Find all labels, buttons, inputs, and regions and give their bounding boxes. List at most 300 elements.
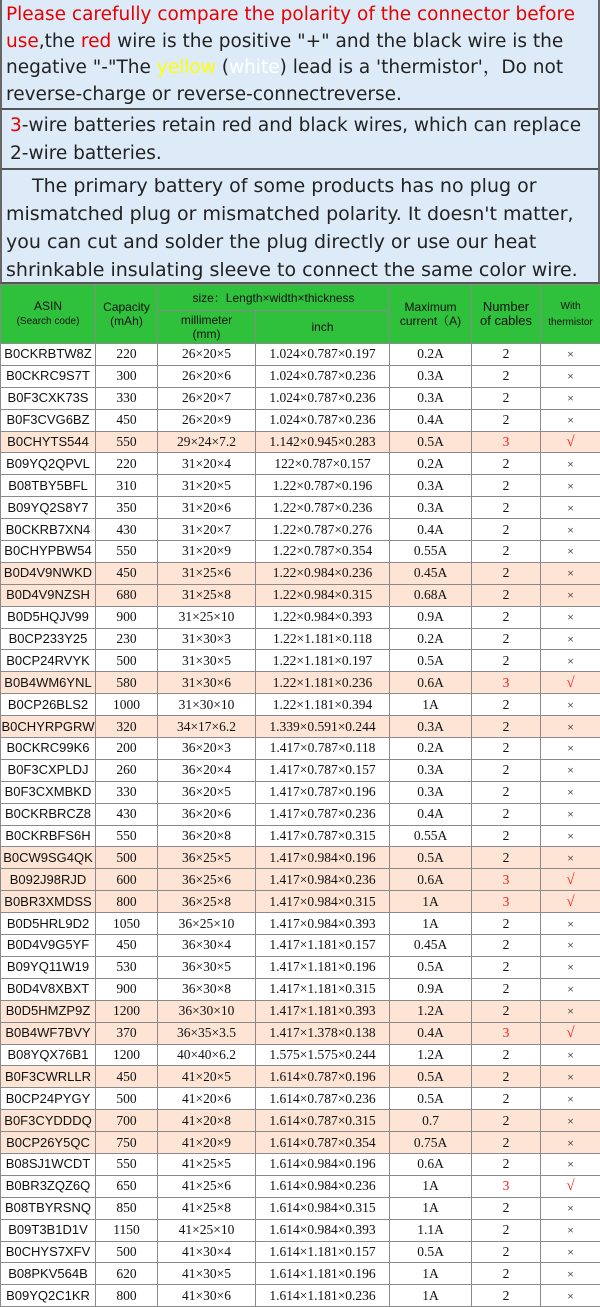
capacity-cell: 1200 xyxy=(96,1044,158,1066)
thermistor-cell: × xyxy=(541,1263,600,1285)
thermistor-cell: × xyxy=(541,956,600,978)
size-mm-cell: 36×20×6 xyxy=(158,803,256,825)
size-inch-cell: 1.614×1.181×0.157 xyxy=(256,1241,390,1263)
current-cell: 0.55A xyxy=(390,825,472,847)
asin-cell: B0CP24PYGY xyxy=(1,1088,96,1110)
capacity-cell: 330 xyxy=(96,781,158,803)
size-inch-cell: 1.614×0.787×0.354 xyxy=(256,1132,390,1154)
table-row xyxy=(1,716,600,738)
table-row xyxy=(1,387,600,409)
cables-cell: 2 xyxy=(472,956,541,978)
size-mm-cell: 41×25×10 xyxy=(158,1219,256,1241)
table-row xyxy=(1,541,600,563)
current-cell: 0.4A xyxy=(390,519,472,541)
asin-cell: B0D4V9G5YF xyxy=(1,935,96,957)
asin-cell: B092J98RJD xyxy=(1,869,96,891)
size-inch-cell: 1.417×0.984×0.393 xyxy=(256,913,390,935)
size-inch-cell: 1.22×0.984×0.236 xyxy=(256,562,390,584)
size-mm-cell: 26×20×7 xyxy=(158,387,256,409)
asin-cell: B09YQ2QPVL xyxy=(1,453,96,475)
note-text: wire is the positive "+" and the black wire is the negative "-"The xyxy=(6,31,563,79)
table-row xyxy=(1,978,600,1000)
capacity-cell: 500 xyxy=(96,847,158,869)
size-mm-cell: 34×17×6.2 xyxy=(158,716,256,738)
header-asin xyxy=(1,285,96,344)
current-cell: 0.5A xyxy=(390,1241,472,1263)
thermistor-cell: × xyxy=(541,978,600,1000)
thermistor-cell: × xyxy=(541,913,600,935)
thermistor-cell: × xyxy=(541,781,600,803)
size-mm-cell: 41×20×9 xyxy=(158,1132,256,1154)
cables-cell: 2 xyxy=(472,387,541,409)
table-row xyxy=(1,694,600,716)
current-cell: 1A xyxy=(390,913,472,935)
current-cell: 0.2A xyxy=(390,344,472,366)
asin-cell: B08TBY5BFL xyxy=(1,475,96,497)
asin-cell: B0CKRC9S7T xyxy=(1,365,96,387)
header-cables-label: Number xyxy=(483,299,529,314)
asin-cell: B0D4V9NZSH xyxy=(1,584,96,606)
current-cell: 0.3A xyxy=(390,497,472,519)
size-inch-cell: 1.614×0.984×0.236 xyxy=(256,1175,390,1197)
size-mm-cell: 41×30×6 xyxy=(158,1285,256,1307)
cables-cell: 2 xyxy=(472,1197,541,1219)
capacity-cell: 370 xyxy=(96,1022,158,1044)
capacity-cell: 1050 xyxy=(96,913,158,935)
size-inch-cell: 1.614×0.787×0.315 xyxy=(256,1110,390,1132)
size-mm-cell: 31×30×6 xyxy=(158,672,256,694)
asin-cell: B0F3CWRLLR xyxy=(1,1066,96,1088)
thermistor-cell: × xyxy=(541,935,600,957)
thermistor-cell: × xyxy=(541,738,600,760)
capacity-cell: 330 xyxy=(96,387,158,409)
table-row xyxy=(1,1110,600,1132)
current-cell: 0.6A xyxy=(390,672,472,694)
header-mm-unit: (mm) xyxy=(193,327,221,341)
table-row xyxy=(1,628,600,650)
header-thermistor-label: With xyxy=(561,301,581,312)
header-asin-sub: (Search code) xyxy=(17,316,80,327)
thermistor-cell: × xyxy=(541,1088,600,1110)
current-cell: 0.6A xyxy=(390,869,472,891)
header-cables-sub: of cables xyxy=(480,313,532,328)
size-mm-cell: 36×35×3.5 xyxy=(158,1022,256,1044)
cables-cell: 2 xyxy=(472,1219,541,1241)
white-word: white xyxy=(229,57,280,78)
capacity-cell: 750 xyxy=(96,1132,158,1154)
thermistor-cell: × xyxy=(541,1219,600,1241)
capacity-cell: 300 xyxy=(96,365,158,387)
table-row xyxy=(1,519,600,541)
cables-cell: 2 xyxy=(472,1044,541,1066)
table-row xyxy=(1,1153,600,1175)
cables-cell: 2 xyxy=(472,584,541,606)
asin-cell: B09YQ11W19 xyxy=(1,956,96,978)
size-inch-cell: 1.22×1.181×0.236 xyxy=(256,672,390,694)
current-cell: 0.2A xyxy=(390,453,472,475)
capacity-cell: 530 xyxy=(96,956,158,978)
asin-cell: B0D4V8XBXT xyxy=(1,978,96,1000)
header-cables xyxy=(472,285,541,344)
table-row xyxy=(1,475,600,497)
thermistor-cell: √ xyxy=(541,1175,600,1197)
cables-cell: 2 xyxy=(472,978,541,1000)
asin-cell: B0CP26BLS2 xyxy=(1,694,96,716)
table-row xyxy=(1,344,600,366)
table-row xyxy=(1,453,600,475)
size-mm-cell: 36×20×8 xyxy=(158,825,256,847)
size-mm-cell: 41×20×5 xyxy=(158,1066,256,1088)
cables-cell: 2 xyxy=(472,1088,541,1110)
capacity-cell: 320 xyxy=(96,716,158,738)
capacity-cell: 620 xyxy=(96,1263,158,1285)
size-mm-cell: 36×30×5 xyxy=(158,956,256,978)
table-row xyxy=(1,738,600,760)
asin-cell: B0CP24RVYK xyxy=(1,650,96,672)
cables-cell: 3 xyxy=(472,1022,541,1044)
current-cell: 0.4A xyxy=(390,803,472,825)
capacity-cell: 450 xyxy=(96,562,158,584)
size-inch-cell: 1.024×0.787×0.236 xyxy=(256,387,390,409)
thermistor-cell: × xyxy=(541,365,600,387)
cables-cell: 2 xyxy=(472,935,541,957)
cables-cell: 2 xyxy=(472,1066,541,1088)
table-row xyxy=(1,562,600,584)
thermistor-cell: √ xyxy=(541,891,600,913)
size-inch-cell: 1.417×0.787×0.196 xyxy=(256,781,390,803)
size-inch-cell: 1.614×0.984×0.315 xyxy=(256,1197,390,1219)
size-mm-cell: 26×20×6 xyxy=(158,365,256,387)
thermistor-cell: × xyxy=(541,694,600,716)
table-row xyxy=(1,825,600,847)
capacity-cell: 1150 xyxy=(96,1219,158,1241)
size-inch-cell: 1.614×0.984×0.196 xyxy=(256,1153,390,1175)
thermistor-cell: × xyxy=(541,1197,600,1219)
asin-cell: B0CHYRPGRW xyxy=(1,716,96,738)
three-digit: 3 xyxy=(10,115,22,136)
header-millimeter xyxy=(158,311,256,344)
size-mm-cell: 36×30×4 xyxy=(158,935,256,957)
current-cell: 0.5A xyxy=(390,431,472,453)
capacity-cell: 800 xyxy=(96,891,158,913)
thermistor-cell: × xyxy=(541,1153,600,1175)
thermistor-cell: × xyxy=(541,453,600,475)
size-inch-cell: 1.417×1.181×0.196 xyxy=(256,956,390,978)
capacity-cell: 220 xyxy=(96,453,158,475)
capacity-cell: 600 xyxy=(96,869,158,891)
asin-cell: B0F3CXPLDJ xyxy=(1,759,96,781)
size-inch-cell: 1.575×1.575×0.244 xyxy=(256,1044,390,1066)
cables-cell: 2 xyxy=(472,1132,541,1154)
size-mm-cell: 36×30×10 xyxy=(158,1000,256,1022)
cables-cell: 3 xyxy=(472,1175,541,1197)
table-row xyxy=(1,913,600,935)
table-row xyxy=(1,803,600,825)
size-mm-cell: 31×20×9 xyxy=(158,541,256,563)
header-mm-label: millimeter xyxy=(181,313,232,327)
current-cell: 0.4A xyxy=(390,409,472,431)
size-mm-cell: 36×20×4 xyxy=(158,759,256,781)
capacity-cell: 430 xyxy=(96,519,158,541)
size-inch-cell: 1.417×1.378×0.138 xyxy=(256,1022,390,1044)
header-capacity-unit: (mAh) xyxy=(110,314,143,328)
capacity-cell: 800 xyxy=(96,1285,158,1307)
thermistor-cell: × xyxy=(541,475,600,497)
size-inch-cell: 122×0.787×0.157 xyxy=(256,453,390,475)
table-body xyxy=(1,344,600,1307)
table-row xyxy=(1,1285,600,1307)
plug-mismatch-note xyxy=(0,170,600,284)
thermistor-cell: × xyxy=(541,1241,600,1263)
note-text: ) lead is a 'thermistor'，Do not reverse-charge or reverse-connectreverse. xyxy=(6,57,563,105)
current-cell: 0.5A xyxy=(390,650,472,672)
size-mm-cell: 36×25×8 xyxy=(158,891,256,913)
asin-cell: B0F3CVG6BZ xyxy=(1,409,96,431)
thermistor-cell: × xyxy=(541,606,600,628)
size-inch-cell: 1.142×0.945×0.283 xyxy=(256,431,390,453)
thermistor-cell: √ xyxy=(541,672,600,694)
table-row xyxy=(1,672,600,694)
note-text: ,the xyxy=(39,31,81,52)
capacity-cell: 500 xyxy=(96,1088,158,1110)
asin-cell: B0D5HQJV99 xyxy=(1,606,96,628)
size-inch-cell: 1.22×1.181×0.197 xyxy=(256,650,390,672)
table-row xyxy=(1,891,600,913)
cables-cell: 2 xyxy=(472,650,541,672)
asin-cell: B0CP26Y5QC xyxy=(1,1132,96,1154)
cables-cell: 3 xyxy=(472,869,541,891)
capacity-cell: 550 xyxy=(96,825,158,847)
size-inch-cell: 1.024×0.787×0.197 xyxy=(256,344,390,366)
size-mm-cell: 36×25×5 xyxy=(158,847,256,869)
current-cell: 0.75A xyxy=(390,1132,472,1154)
capacity-cell: 310 xyxy=(96,475,158,497)
capacity-cell: 450 xyxy=(96,1066,158,1088)
capacity-cell: 1200 xyxy=(96,1000,158,1022)
size-inch-cell: 1.417×0.787×0.315 xyxy=(256,825,390,847)
current-cell: 0.3A xyxy=(390,365,472,387)
cables-cell: 2 xyxy=(472,1241,541,1263)
thermistor-cell: √ xyxy=(541,1022,600,1044)
asin-cell: B08TBYRSNQ xyxy=(1,1197,96,1219)
size-inch-cell: 1.417×0.787×0.118 xyxy=(256,738,390,760)
size-inch-cell: 1.417×0.984×0.315 xyxy=(256,891,390,913)
current-cell: 0.9A xyxy=(390,978,472,1000)
thermistor-cell: × xyxy=(541,1285,600,1307)
current-cell: 1.1A xyxy=(390,1219,472,1241)
size-inch-cell: 1.417×0.787×0.157 xyxy=(256,759,390,781)
cables-cell: 2 xyxy=(472,628,541,650)
size-inch-cell: 1.22×0.984×0.393 xyxy=(256,606,390,628)
asin-cell: B08PKV564B xyxy=(1,1263,96,1285)
capacity-cell: 220 xyxy=(96,344,158,366)
capacity-cell: 850 xyxy=(96,1197,158,1219)
cables-cell: 2 xyxy=(472,1000,541,1022)
capacity-cell: 550 xyxy=(96,431,158,453)
table-row xyxy=(1,650,600,672)
size-inch-cell: 1.417×0.787×0.236 xyxy=(256,803,390,825)
size-mm-cell: 36×25×10 xyxy=(158,913,256,935)
size-mm-cell: 41×20×8 xyxy=(158,1110,256,1132)
cables-cell: 3 xyxy=(472,672,541,694)
size-inch-cell: 1.614×1.181×0.196 xyxy=(256,1263,390,1285)
size-inch-cell: 1.22×1.181×0.118 xyxy=(256,628,390,650)
asin-cell: B0CKRBRCZ8 xyxy=(1,803,96,825)
table-row xyxy=(1,1066,600,1088)
capacity-cell: 500 xyxy=(96,1241,158,1263)
capacity-cell: 550 xyxy=(96,541,158,563)
size-inch-cell: 1.22×0.787×0.196 xyxy=(256,475,390,497)
current-cell: 1A xyxy=(390,1263,472,1285)
asin-cell: B0CW9SG4QK xyxy=(1,847,96,869)
table-row xyxy=(1,1132,600,1154)
cables-cell: 2 xyxy=(472,716,541,738)
current-cell: 1A xyxy=(390,1175,472,1197)
table-row xyxy=(1,584,600,606)
table-row xyxy=(1,1088,600,1110)
current-cell: 0.5A xyxy=(390,1066,472,1088)
capacity-cell: 680 xyxy=(96,584,158,606)
size-mm-cell: 36×30×8 xyxy=(158,978,256,1000)
capacity-cell: 450 xyxy=(96,935,158,957)
size-mm-cell: 36×20×5 xyxy=(158,781,256,803)
table-row xyxy=(1,365,600,387)
current-cell: 0.2A xyxy=(390,628,472,650)
current-cell: 0.7 xyxy=(390,1110,472,1132)
note-text: -wire batteries retain red and black wires, which can replace 2-wire batteries. xyxy=(10,115,581,164)
asin-cell: B09YQ2S8Y7 xyxy=(1,497,96,519)
cables-cell: 2 xyxy=(472,497,541,519)
cables-cell: 2 xyxy=(472,409,541,431)
cables-cell: 2 xyxy=(472,541,541,563)
asin-cell: B0D5HMZP9Z xyxy=(1,1000,96,1022)
asin-cell: B0BR3XMDSS xyxy=(1,891,96,913)
table-row xyxy=(1,1197,600,1219)
asin-cell: B0BR3ZQZ6Q xyxy=(1,1175,96,1197)
size-mm-cell: 31×20×7 xyxy=(158,519,256,541)
cables-cell: 3 xyxy=(472,891,541,913)
size-inch-cell: 1.024×0.787×0.236 xyxy=(256,365,390,387)
current-cell: 0.3A xyxy=(390,759,472,781)
header-asin-label: ASIN xyxy=(34,299,62,313)
capacity-cell: 900 xyxy=(96,606,158,628)
current-cell: 0.6A xyxy=(390,1153,472,1175)
asin-cell: B0F3CXK73S xyxy=(1,387,96,409)
size-mm-cell: 31×25×8 xyxy=(158,584,256,606)
asin-cell: B0CKRC99K6 xyxy=(1,738,96,760)
size-inch-cell: 1.22×0.787×0.354 xyxy=(256,541,390,563)
size-mm-cell: 31×20×5 xyxy=(158,475,256,497)
asin-cell: B0F3CYDDDQ xyxy=(1,1110,96,1132)
cables-cell: 2 xyxy=(472,738,541,760)
size-inch-cell: 1.417×1.181×0.393 xyxy=(256,1000,390,1022)
cables-cell: 2 xyxy=(472,803,541,825)
cables-cell: 3 xyxy=(472,431,541,453)
asin-cell: B0CKRBFS6H xyxy=(1,825,96,847)
asin-cell: B0B4WM6YNL xyxy=(1,672,96,694)
current-cell: 1A xyxy=(390,1285,472,1307)
cables-cell: 2 xyxy=(472,1285,541,1307)
cables-cell: 2 xyxy=(472,781,541,803)
three-wire-note xyxy=(0,110,600,170)
table-row xyxy=(1,1022,600,1044)
size-mm-cell: 26×20×9 xyxy=(158,409,256,431)
asin-cell: B08YQX76B1 xyxy=(1,1044,96,1066)
capacity-cell: 500 xyxy=(96,650,158,672)
size-mm-cell: 31×20×4 xyxy=(158,453,256,475)
current-cell: 1A xyxy=(390,694,472,716)
asin-cell: B0B4WF7BVY xyxy=(1,1022,96,1044)
current-cell: 0.9A xyxy=(390,606,472,628)
current-cell: 0.55A xyxy=(390,541,472,563)
size-mm-cell: 26×20×5 xyxy=(158,344,256,366)
cables-cell: 2 xyxy=(472,1263,541,1285)
table-row xyxy=(1,759,600,781)
current-cell: 0.5A xyxy=(390,956,472,978)
current-cell: 0.3A xyxy=(390,716,472,738)
current-cell: 1.2A xyxy=(390,1044,472,1066)
size-inch-cell: 1.024×0.787×0.236 xyxy=(256,409,390,431)
table-row xyxy=(1,956,600,978)
current-cell: 0.4A xyxy=(390,1022,472,1044)
size-inch-cell: 1.339×0.591×0.244 xyxy=(256,716,390,738)
size-inch-cell: 1.417×0.984×0.196 xyxy=(256,847,390,869)
size-inch-cell: 1.614×1.181×0.236 xyxy=(256,1285,390,1307)
current-cell: 1A xyxy=(390,891,472,913)
table-row xyxy=(1,935,600,957)
asin-cell: B09T3B1D1V xyxy=(1,1219,96,1241)
current-cell: 0.45A xyxy=(390,562,472,584)
size-mm-cell: 31×30×3 xyxy=(158,628,256,650)
cables-cell: 2 xyxy=(472,847,541,869)
thermistor-cell: × xyxy=(541,759,600,781)
header-thermistor xyxy=(541,285,600,344)
note-text: The primary battery of some products has no plug or mismatched plug or mismatched polarity. It doesn't matter, you can cut and solder the plug directly or use our heat shrinkable insulating sleeve to connect the same color wire. xyxy=(6,175,578,281)
size-mm-cell: 31×25×6 xyxy=(158,562,256,584)
table-row xyxy=(1,1044,600,1066)
table-row xyxy=(1,1175,600,1197)
size-inch-cell: 1.614×0.984×0.393 xyxy=(256,1219,390,1241)
capacity-cell: 350 xyxy=(96,497,158,519)
thermistor-cell: × xyxy=(541,387,600,409)
size-mm-cell: 31×25×10 xyxy=(158,606,256,628)
size-mm-cell: 41×25×6 xyxy=(158,1175,256,1197)
cables-cell: 2 xyxy=(472,913,541,935)
table-row xyxy=(1,1241,600,1263)
current-cell: 0.2A xyxy=(390,738,472,760)
size-mm-cell: 36×25×6 xyxy=(158,869,256,891)
header-current-label: Maximum xyxy=(405,300,457,314)
red-word: red xyxy=(81,31,111,52)
thermistor-cell: × xyxy=(541,825,600,847)
size-mm-cell: 40×40×6.2 xyxy=(158,1044,256,1066)
size-inch-cell: 1.417×1.181×0.315 xyxy=(256,978,390,1000)
size-mm-cell: 41×25×8 xyxy=(158,1197,256,1219)
current-cell: 0.3A xyxy=(390,781,472,803)
capacity-cell: 450 xyxy=(96,409,158,431)
size-mm-cell: 31×20×6 xyxy=(158,497,256,519)
current-cell: 0.5A xyxy=(390,1088,472,1110)
table-row xyxy=(1,847,600,869)
current-cell: 0.68A xyxy=(390,584,472,606)
thermistor-cell: × xyxy=(541,1110,600,1132)
thermistor-cell: × xyxy=(541,497,600,519)
cables-cell: 2 xyxy=(472,694,541,716)
cables-cell: 2 xyxy=(472,344,541,366)
asin-cell: B0CP233Y25 xyxy=(1,628,96,650)
asin-cell: B0CHYPBW54 xyxy=(1,541,96,563)
current-cell: 1.2A xyxy=(390,1000,472,1022)
